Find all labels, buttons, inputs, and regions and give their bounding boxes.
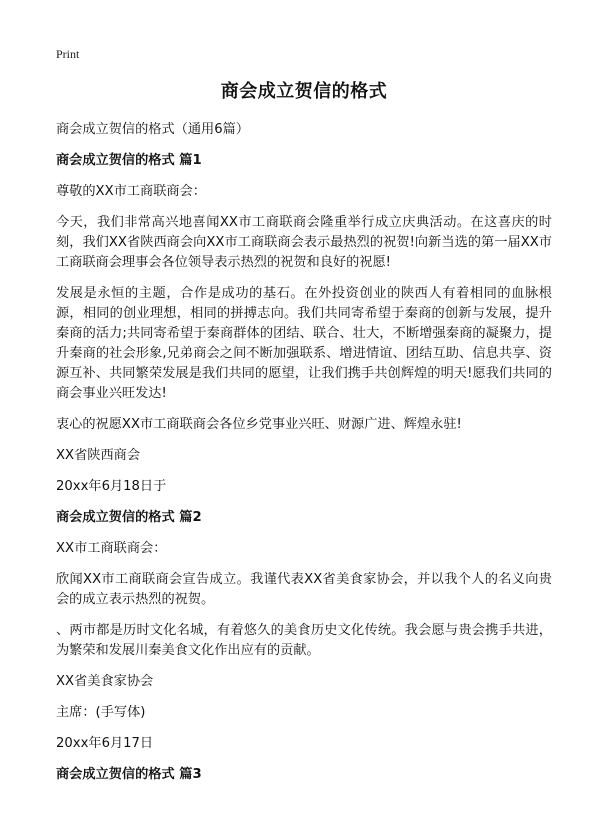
document-title: 商会成立贺信的格式 [220, 81, 388, 102]
section-1 [56, 151, 552, 497]
salutation: 尊敬的XX市工商联商会： [56, 184, 206, 199]
signature-chair: 主席：(手写体) [56, 705, 146, 720]
document-page [56, 46, 552, 796]
body-paragraph: 欣闻XX市工商联商会宣告成立。我谨代表XX省美食家协会，并以我个人的名义向贵会的成立表示热烈的祝贺。 [56, 572, 552, 607]
salutation: XX市工商联商会： [56, 541, 167, 556]
signature-date: 20xx年6月18日于 [56, 479, 167, 494]
signature-date: 20xx年6月17日 [56, 736, 154, 751]
section-heading: 商会成立贺信的格式 篇3 [56, 767, 202, 782]
section-heading: 商会成立贺信的格式 篇2 [56, 510, 202, 525]
body-paragraph: 发展是永恒的主题，合作是成功的基石。在外投资创业的陕西人有着相同的血脉根源，相同的创业理想，相同的拼搏志向。我们共同寄希望于秦商的创新与发展，提升秦商的活力;共同寄希望于秦商群体的团结、联合、壮大，不断增强秦商的凝聚力，提升秦商的社会形象,兄弟商会之间不断加强联系、增进情谊、团结互助、信息共享、资源互补、共同繁荣发展是我们共同的愿望，让我们携手共创辉煌的明天!愿我们共同的商会事业兴旺发达! [56, 286, 552, 401]
body-paragraph: 今天，我们非常高兴地喜闻XX市工商联商会隆重举行成立庆典活动。在这喜庆的时刻，我们XX省陕西商会向XX市工商联商会表示最热烈的祝贺!向新当选的第一届XX市工商联商会理事会各位领导表示热烈的祝贺和良好的祝愿! [56, 215, 552, 270]
section-2 [56, 508, 552, 754]
section-3 [56, 765, 552, 785]
body-paragraph: 、两市都是历时文化名城，有着悠久的美食历史文化传统。我会愿与贵会携手共进，为繁荣和发展川秦美食文化作出应有的贡献。 [56, 623, 552, 658]
print-label: Print [56, 47, 80, 61]
body-paragraph: 衷心的祝愿XX市工商联商会各位乡党事业兴旺、财源广进、辉煌永驻! [56, 417, 462, 432]
signature-org: XX省美食家协会 [56, 674, 154, 689]
signature-org: XX省陕西商会 [56, 448, 141, 463]
document-subtitle: 商会成立贺信的格式（通用6篇） [56, 122, 250, 137]
section-heading: 商会成立贺信的格式 篇1 [56, 153, 202, 168]
